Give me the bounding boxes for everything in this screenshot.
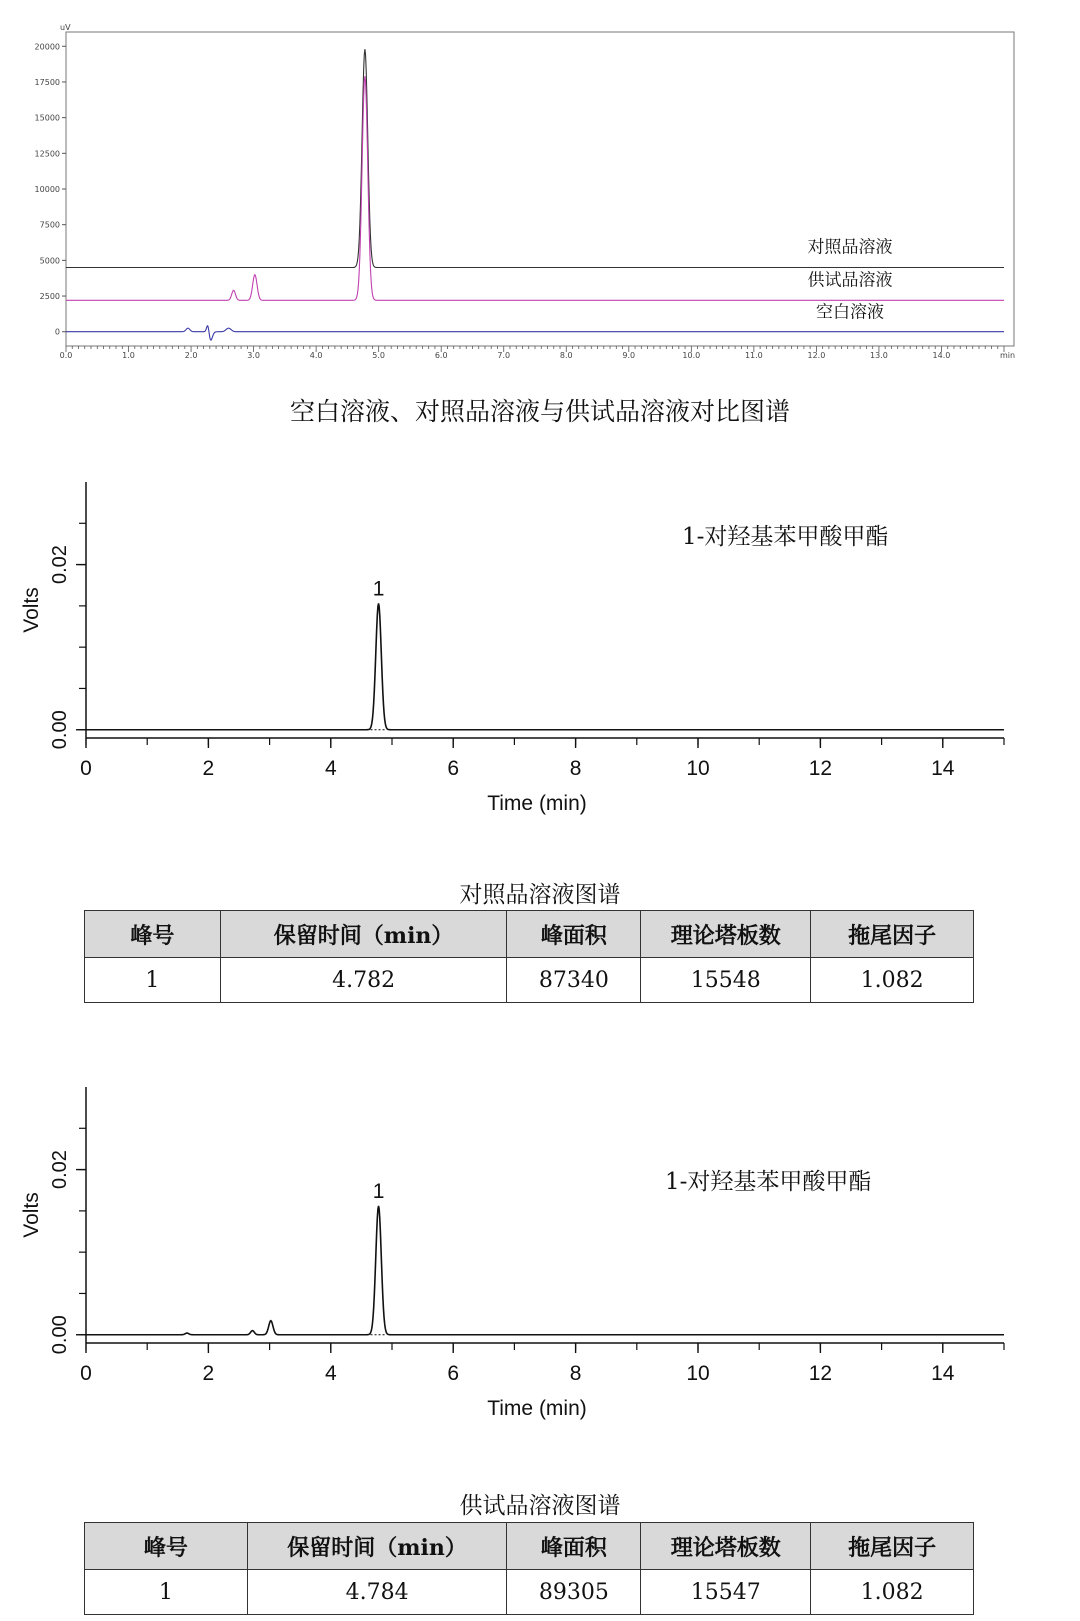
x-tick-label: 10 [686,1362,710,1385]
series-name-label: 供试品溶液 [807,270,893,291]
header-peak-number: 峰号 [85,911,221,958]
x-tick-label: 6 [447,1362,460,1385]
x-tick-label: 4 [324,1362,337,1385]
series-line [66,76,1004,300]
y-axis-label: Volts [20,1192,43,1238]
cell-tailing-factor: 1.082 [811,958,974,1003]
overlay-caption: 空白溶液、对照品溶液与供试品溶液对比图谱 [289,397,790,426]
x-tick-label: 0 [80,1362,92,1385]
x-tick-label: 14 [931,757,955,780]
y-tick-label: 0.00 [49,1315,71,1355]
y-tick-label: 5000 [39,256,60,266]
x-tick-label: 7.0 [497,351,511,360]
series-line [86,603,1004,729]
cell-retention-time: 4.782 [220,958,507,1003]
x-unit-label: min [1000,351,1016,360]
x-tick-label: 12.0 [807,351,826,360]
legend-compound-label: 1-对羟基苯甲酸甲酯 [665,1169,872,1195]
x-tick-label: 0.0 [59,351,73,360]
sample-chromatogram [0,1085,1080,1435]
x-tick-label: 13.0 [870,351,888,360]
series-line [66,326,1004,340]
peak-label: 1 [372,1179,385,1203]
x-tick-label: 9.0 [622,351,636,360]
x-tick-label: 8.0 [559,351,573,360]
table-row [85,1570,974,1615]
table-row [85,958,974,1003]
header-retention-time: 保留时间（min） [220,911,507,958]
cell-peak-number: 1 [85,958,221,1003]
y-tick-label: 10000 [34,185,60,194]
y-tick-label: 7500 [39,220,60,230]
y-tick-label: 2500 [39,292,60,302]
x-tick-label: 4.0 [309,351,323,360]
y-tick-label: 12500 [34,149,60,159]
header-peak-area: 峰面积 [507,911,641,958]
header-theoretical-plates: 理论塔板数 [641,911,811,958]
y-tick-label: 15000 [34,113,60,123]
x-tick-label: 8 [569,757,582,780]
peak-label: 1 [372,577,385,601]
x-tick-label: 3.0 [247,351,260,360]
x-axis-label: Time (min) [487,1397,587,1420]
cell-peak-area: 89305 [507,1570,641,1615]
series-line [66,49,1004,267]
y-tick-label: 20000 [34,42,60,52]
x-tick-label: 10.0 [682,351,701,360]
table-header-row [85,911,974,958]
cell-peak-area: 87340 [507,958,641,1003]
x-tick-label: 11.0 [744,351,763,360]
x-tick-label: 4 [324,757,337,780]
x-tick-label: 0 [80,757,92,780]
y-unit-label: uV [60,23,71,32]
series-name-label: 对照品溶液 [807,237,893,258]
y-axis-label: Volts [20,587,43,633]
header-retention-time: 保留时间（min） [247,1523,507,1570]
x-tick-label: 6 [447,757,460,780]
x-tick-label: 8 [569,1362,582,1385]
header-tailing-factor: 拖尾因子 [811,1523,974,1570]
x-tick-label: 14 [931,1362,955,1385]
y-tick-label: 0.02 [49,1150,71,1190]
cell-retention-time: 4.784 [247,1570,507,1615]
plot-frame [66,32,1014,346]
table-header-row [85,1523,974,1570]
x-tick-label: 12 [808,757,833,780]
x-tick-label: 14.0 [932,351,951,360]
header-tailing-factor: 拖尾因子 [811,911,974,958]
x-tick-label: 1.0 [122,351,135,360]
cell-theoretical-plates: 15548 [641,958,811,1003]
reference-results-table [84,910,974,1003]
overlay-chromatogram [0,0,1080,380]
x-tick-label: 5.0 [372,351,386,360]
cell-peak-number: 1 [85,1570,248,1615]
sample-caption: 供试品溶液图谱 [459,1493,621,1519]
x-tick-label: 2 [202,1362,215,1385]
series-line [86,1206,1004,1335]
series-name-label: 空白溶液 [816,302,884,323]
x-tick-label: 10 [686,757,710,780]
y-tick-label: 17500 [34,77,60,87]
legend-compound-label: 1-对羟基苯甲酸甲酯 [682,524,889,550]
x-tick-label: 2 [202,757,215,780]
header-peak-area: 峰面积 [507,1523,641,1570]
y-tick-label: 0.02 [49,545,71,585]
x-axis-label: Time (min) [487,792,587,815]
header-theoretical-plates: 理论塔板数 [641,1523,811,1570]
reference-caption: 对照品溶液图谱 [459,882,621,908]
y-tick-label: 0.00 [49,710,71,750]
y-tick-label: 0 [54,327,60,337]
cell-theoretical-plates: 15547 [641,1570,811,1615]
x-tick-label: 2.0 [184,351,198,360]
reference-chromatogram [0,480,1080,830]
header-peak-number: 峰号 [85,1523,248,1570]
x-tick-label: 12 [808,1362,833,1385]
x-tick-label: 6.0 [434,351,448,360]
cell-tailing-factor: 1.082 [811,1570,974,1615]
sample-results-table [84,1522,974,1615]
